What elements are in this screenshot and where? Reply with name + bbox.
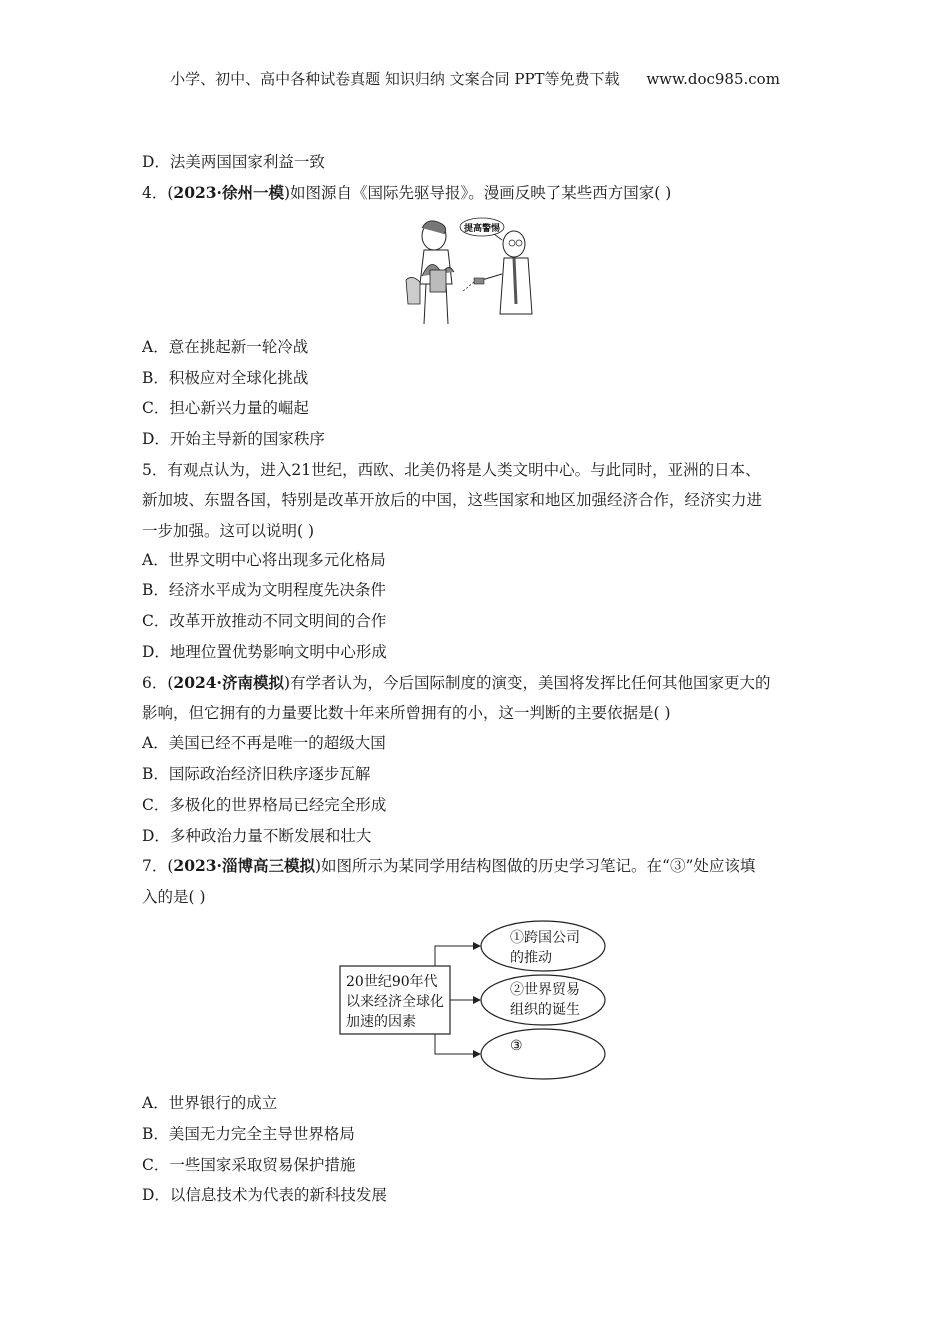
q6-stem: 6．(2024·济南模拟)有学者认为，今后国际制度的演变，美国将发挥比任何其他国家更大的 — [142, 673, 771, 692]
q4-option-b: B．积极应对全球化挑战 — [142, 369, 309, 387]
page-header — [0, 68, 950, 89]
q7-box-line-3: 加速的因素 — [346, 1014, 416, 1030]
q3-option-d: D．法美两国国家利益一致 — [142, 153, 325, 171]
q6-source: 2024·济南模拟 — [173, 673, 284, 692]
q5-option-b: B．经济水平成为文明程度先决条件 — [142, 581, 386, 599]
q6-option-d: D．多种政治力量不断发展和壮大 — [142, 827, 372, 845]
q4-option-a: A．意在挑起新一轮冷战 — [142, 338, 309, 356]
q5-option-d: D．地理位置优势影响文明中心形成 — [142, 643, 387, 661]
q7-option-b: B．美国无力完全主导世界格局 — [142, 1125, 355, 1143]
q5-option-c: C．改革开放推动不同文明间的合作 — [142, 612, 387, 630]
q7-ellipse-2-line-2: 组织的诞生 — [510, 1002, 580, 1018]
q7-ellipse-1-line-1: ①跨国公司 — [510, 930, 580, 946]
q4-option-d: D．开始主导新的国家秩序 — [142, 430, 325, 448]
q7-stem-line-2: 入的是( ) — [142, 888, 206, 906]
q7-ellipse-1-line-2: 的推动 — [510, 950, 552, 966]
q7-structure-diagram — [330, 918, 620, 1083]
q7-source: 2023·淄博高三模拟 — [173, 856, 315, 875]
q6-stem-line-2: 影响，但它拥有的力量要比数十年来所曾拥有的小，这一判断的主要依据是( ) — [142, 704, 671, 722]
q5-stem-line-3: 一步加强。这可以说明( ) — [142, 522, 315, 540]
q7-stem: 7．(2023·淄博高三模拟)如图所示为某同学用结构图做的历史学习笔记。在“③”处应该填 — [142, 856, 756, 875]
q6-option-c: C．多极化的世界格局已经完全形成 — [142, 796, 387, 814]
q5-stem-line-1: 5．有观点认为，进入21世纪，西欧、北美仍将是人类文明中心。与此同时，亚洲的日本、 — [142, 461, 761, 479]
q4-source: 2023·徐州一模 — [173, 183, 284, 202]
q4-cartoon-image — [402, 214, 552, 326]
q7-ellipse-3 — [481, 1029, 605, 1079]
header-url[interactable]: www.doc985.com — [646, 70, 780, 88]
q7-option-a: A．世界银行的成立 — [142, 1094, 278, 1112]
q4-stem: 4．(2023·徐州一模)如图源自《国际先驱导报》。漫画反映了某些西方国家( ) — [142, 183, 672, 202]
q7-box-line-1: 20世纪90年代 — [346, 974, 438, 990]
q7-ellipse-3-label: ③ — [510, 1038, 523, 1054]
q6-option-a: A．美国已经不再是唯一的超级大国 — [142, 734, 386, 752]
q7-arrow-3 — [435, 1034, 480, 1054]
q6-option-b: B．国际政治经济旧秩序逐步瓦解 — [142, 765, 371, 783]
header-text: 小学、初中、高中各种试卷真题 知识归纳 文案合同 PPT等免费下载 — [170, 70, 620, 88]
q4-cartoon-speech: 提高警惕 — [463, 224, 501, 234]
q5-option-a: A．世界文明中心将出现多元化格局 — [142, 551, 386, 569]
q7-box-line-2: 以来经济全球化 — [346, 994, 444, 1010]
q7-option-d: D．以信息技术为代表的新科技发展 — [142, 1186, 387, 1204]
q7-arrow-1 — [435, 946, 480, 966]
q7-ellipse-2-line-1: ②世界贸易 — [510, 982, 580, 998]
q7-option-c: C．一些国家采取贸易保护措施 — [142, 1156, 356, 1174]
q4-option-c: C．担心新兴力量的崛起 — [142, 399, 309, 417]
q5-stem-line-2: 新加坡、东盟各国，特别是改革开放后的中国，这些国家和地区加强经济合作，经济实力进 — [142, 491, 763, 509]
